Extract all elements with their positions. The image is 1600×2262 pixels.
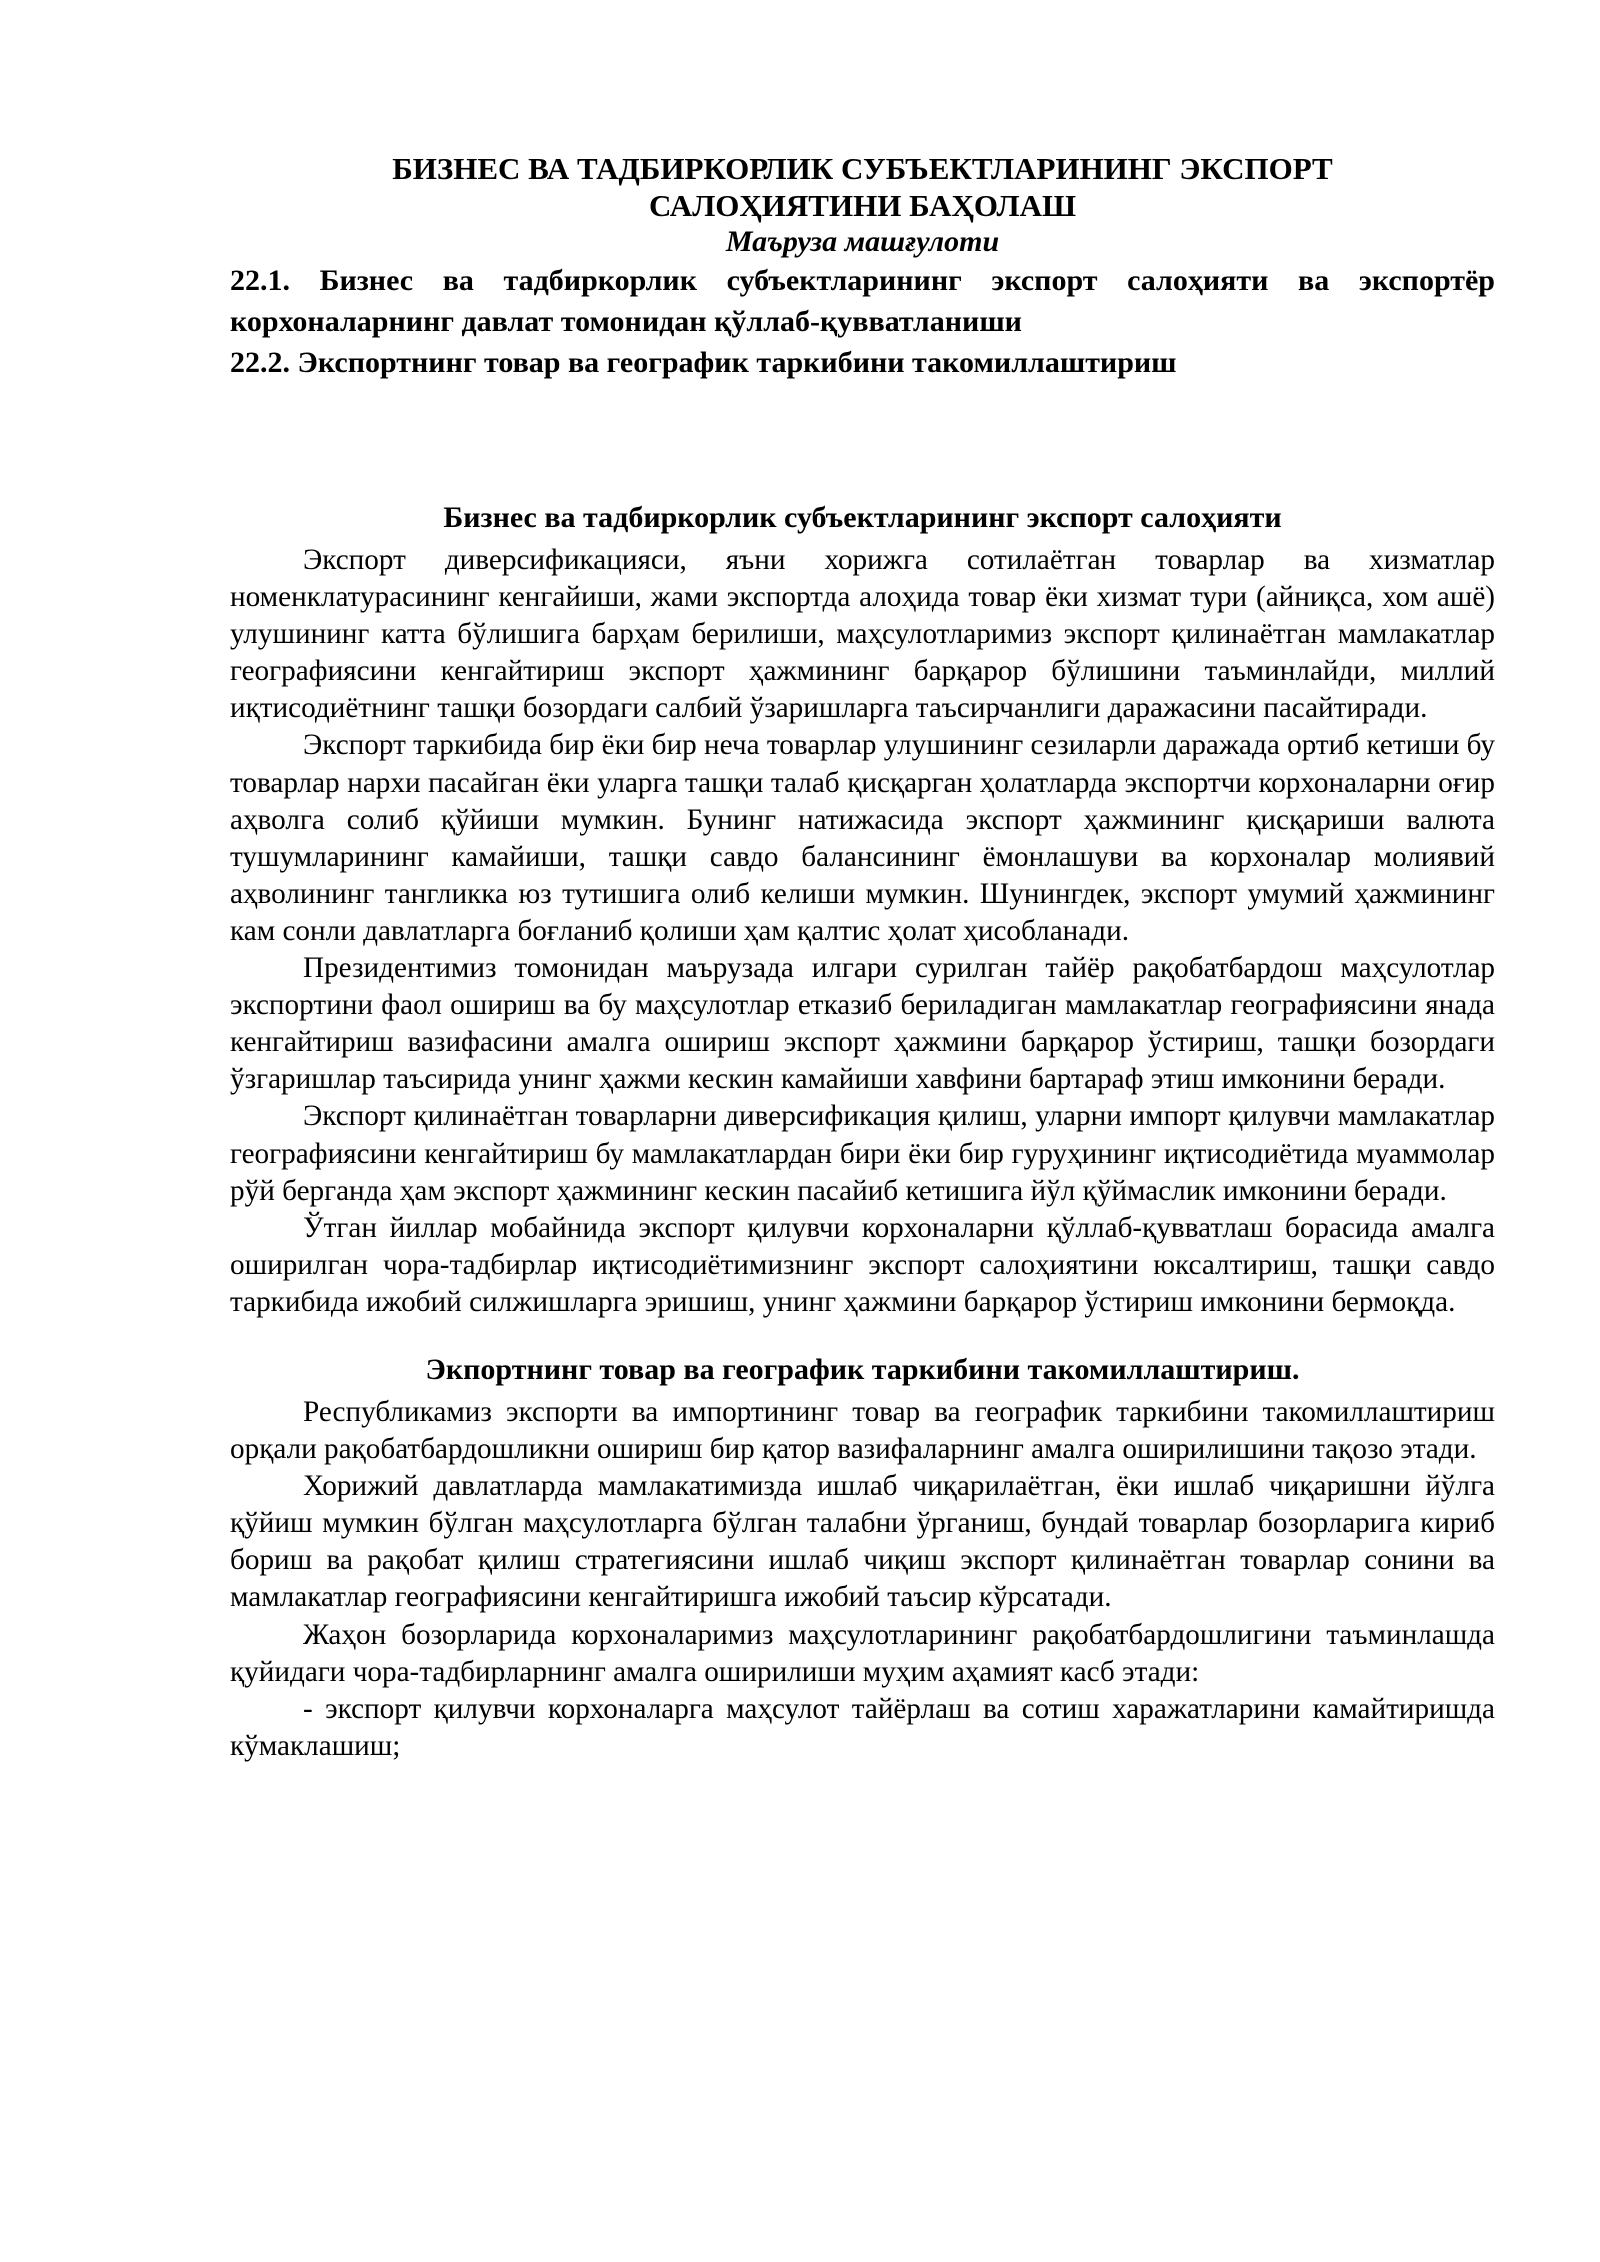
paragraph: Экспорт таркибида бир ёки бир неча товарлар улушининг сезиларли даражада ортиб кетиши бу товарлар нархи пасайган ёки уларга ташқи талаб қисқарган ҳолатларда экспортчи корхоналарни оғир аҳволга солиб қўйиши мумкин. Бунинг натижасида экспорт ҳажмининг қисқариши валюта тушумларининг камайиши, ташқи савдо балансининг ёмонлашуви ва корхоналар молиявий аҳволининг тангликка юз тутишига олиб келиши мумкин. Шунингдек, экспорт умумий ҳажмининг кам сонли давлатларга боғланиб қолиши ҳам қалтис ҳолат ҳисобланади. [230, 729, 1495, 947]
document-title-line-1: БИЗНЕС ВА ТАДБИРКОРЛИК СУБЪЕКТЛАРИНИНГ ЭКСПОРТ [392, 151, 1333, 186]
paragraph: Республикамиз экспорти ва импортининг товар ва географик таркибини такомиллаштириш орқали рақобатбардошликни ошириш бир қатор вазифаларнинг амалга оширилишини тақозо этади. [230, 1395, 1495, 1466]
spacer [230, 1321, 1495, 1351]
paragraph: Хорижий давлатларда мамлакатимизда ишлаб чиқарилаётган, ёки ишлаб чиқаришни йўлга қўйиш мумкин бўлган маҳсулотларга бўлган талабни ўрганиш, бундай товарлар бозорларига кириб бориш ва рақобат қилиш стратегиясини ишлаб чиқиш экспорт қилинаётган товарлар сонини ва мамлакатлар географиясини кенгайтиришга ижобий таъсир кўрсатади. [230, 1470, 1495, 1614]
document-page [230, 150, 1495, 1765]
section-heading-1: Бизнес ва тадбиркорлик субъектларининг экспорт салоҳияти [443, 501, 1282, 534]
topic-item-2: 22.2. Экспортнинг товар ва географик таркибини такомиллаштириш [230, 346, 1177, 379]
section-heading-2: Экпортнинг товар ва географик таркибини такомиллаштириш. [425, 1352, 1300, 1386]
paragraph: Экспорт диверсификацияси, яъни хорижга сотилаётган товарлар ва хизматлар номенклатурасининг кенгайиши, жами экспортда алоҳида товар ёки хизмат тури (айниқса, хом ашё) улушининг катта бўлишига барҳам берилиши, маҳсулотларимиз экспорт қилинаётган мамлакатлар географиясини кенгайтириш экспорт ҳажмининг барқарор бўлишини таъминлайди, миллий иқтисодиётнинг ташқи бозордаги салбий ўзаришларга таъсирчанлиги даражасини пасайтиради. [230, 544, 1495, 725]
paragraph: Экспорт қилинаётган товарларни диверсификация қилиш, уларни импорт қилувчи мамлакатлар географиясини кенгайтириш бу мамлакатлардан бири ёки бир гуруҳининг иқтисодиётида муаммолар рўй берганда ҳам экспорт ҳажмининг кескин пасайиб кетишига йўл қўймаслик имконини беради. [230, 1100, 1495, 1207]
paragraph: Ўтган йиллар мобайнида экспорт қилувчи корхоналарни қўллаб-қувватлаш борасида амалга оширилган чора-тадбирлар иқтисодиётимизнинг экспорт салоҳиятини юксалтириш, ташқи савдо таркибида ижобий силжишларга эришиш, унинг ҳажмини барқарор ўстириш имконини бермоқда. [230, 1211, 1495, 1318]
spacer [230, 383, 1495, 499]
document-subtitle: Маъруза машғулоти [725, 225, 1000, 258]
paragraph: Президентимиз томонидан маърузада илгари сурилган тайёр рақобатбардош маҳсулотлар экспортини фаол ошириш ва бу маҳсулотлар етказиб бериладиган мамлакатлар географиясини янада кенгайтириш вазифасини амалга ошириш экспорт ҳажмини барқарор ўстириш, ташқи бозордаги ўзгаришлар таъсирида унинг ҳажми кескин камайиши хавфини бартараф этиш имконини беради. [230, 952, 1495, 1096]
paragraph: Жаҳон бозорларида корхоналаримиз маҳсулотларининг рақобатбардошлигини таъминлашда қуйидаги чора-тадбирларнинг амалга оширилиши муҳим аҳамият касб этади: [230, 1618, 1495, 1688]
topic-item-1: 22.1. Бизнес ва тадбиркорлик субъектларининг экспорт салоҳияти ва экспортёр корхоналарнинг давлат томонидан қўллаб-қувватланиши [230, 264, 1495, 338]
list-item: - экспорт қилувчи корхоналарга маҳсулот тайёрлаш ва сотиш харажатларини камайтиришда кўмаклашиш; [230, 1692, 1495, 1762]
document-title-line-2: САЛОҲИЯТИНИ БАҲОЛАШ [648, 188, 1077, 223]
